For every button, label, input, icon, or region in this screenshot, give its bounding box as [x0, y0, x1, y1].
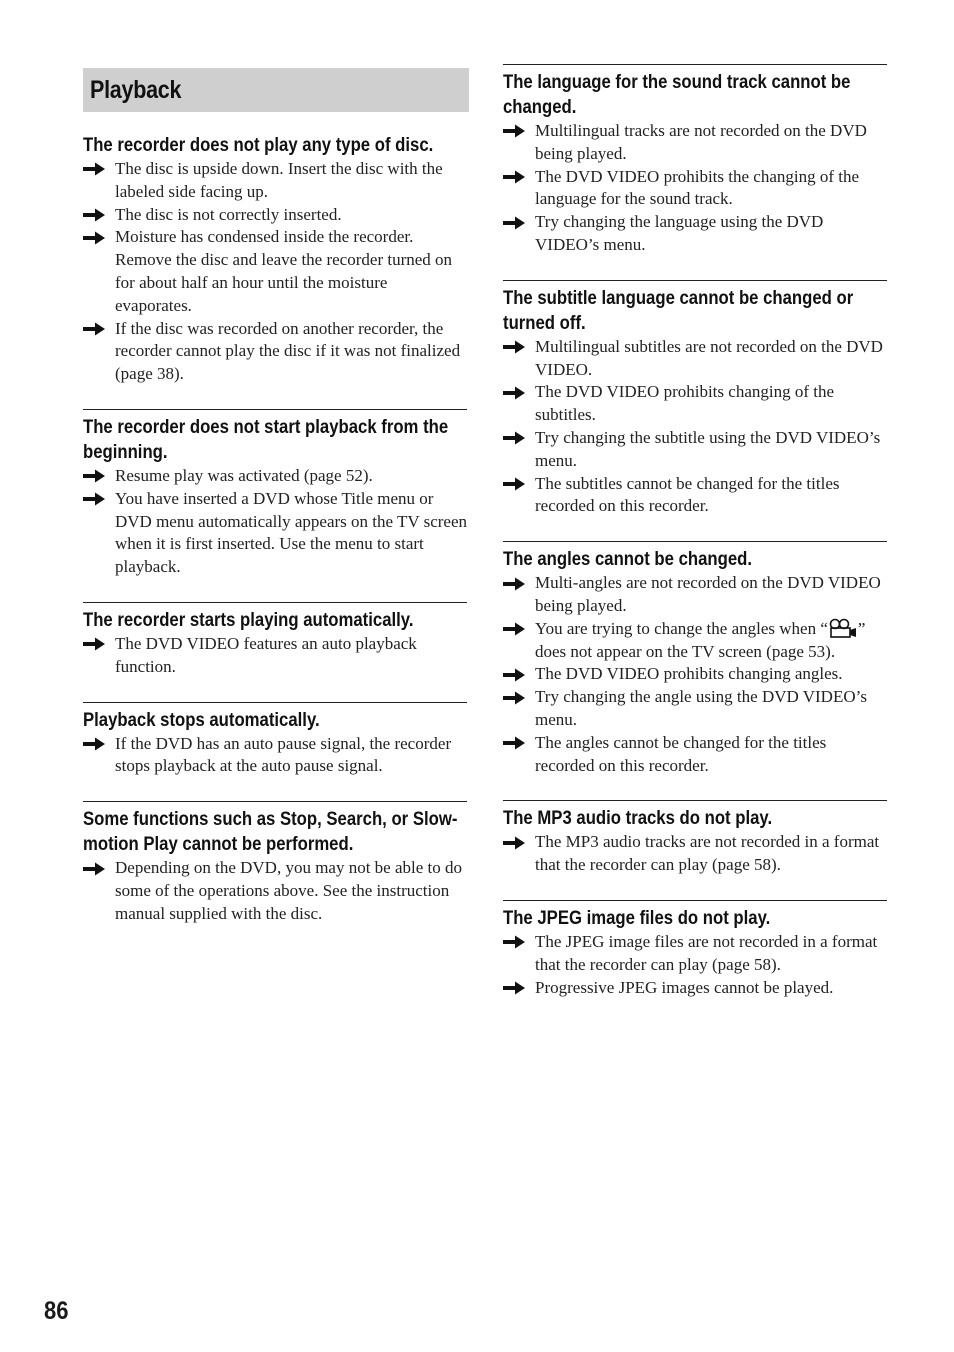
section-gap — [503, 518, 887, 541]
remedy-text-before: You are trying to change the angles when “ — [535, 618, 828, 638]
section-heading: The recorder does not start playback from the beginning. — [83, 416, 449, 463]
remedy-text: Try changing the angle using the DVD VIDEO’s menu. — [535, 687, 867, 729]
remedy-item — [503, 663, 887, 686]
remedy-item — [83, 633, 467, 679]
remedy-text: Multilingual subtitles are not recorded on the DVD VIDEO. — [535, 336, 883, 379]
remedy-text: The JPEG image files are not recorded in a format that the recorder can play (page 58). — [535, 931, 878, 974]
right-column — [503, 64, 887, 999]
arrow-icon — [503, 473, 535, 496]
arrow-icon — [83, 488, 115, 511]
section-gap — [83, 579, 467, 602]
remedy-item — [503, 618, 887, 664]
remedy-item — [503, 572, 887, 618]
section-heading: Playback stops automatically. — [83, 709, 320, 731]
section-heading: The MP3 audio tracks do not play. — [503, 808, 773, 830]
left-column — [83, 64, 467, 926]
remedy-item — [83, 465, 467, 488]
arrow-icon — [503, 618, 535, 641]
arrow-icon — [503, 427, 535, 450]
remedy-text: If the DVD has an auto pause signal, the recorder stops playback at the auto pause signal. — [115, 733, 452, 776]
arrow-icon — [83, 158, 115, 181]
remedy-text: The DVD VIDEO features an auto playback function. — [115, 633, 417, 676]
remedy-text: Resume play was activated (page 52). — [115, 465, 373, 485]
remedy-text: Progressive JPEG images cannot be played. — [535, 977, 834, 997]
troubleshoot-section — [83, 128, 467, 386]
troubleshoot-section — [83, 602, 467, 679]
section-heading: The JPEG image files do not play. — [503, 907, 771, 929]
section-title: Playback — [90, 75, 182, 104]
section-heading: The language for the sound track cannot be changed. — [503, 72, 851, 118]
arrow-icon — [83, 857, 115, 880]
section-gap — [83, 679, 467, 702]
arrow-icon — [503, 831, 535, 854]
remedy-item — [83, 318, 467, 386]
troubleshoot-section — [503, 900, 887, 999]
remedy-text: Multi-angles are not recorded on the DVD VIDEO being played. — [535, 573, 881, 615]
arrow-icon — [503, 686, 535, 709]
arrow-icon — [503, 572, 535, 595]
remedy-item — [83, 158, 467, 204]
troubleshoot-section — [503, 800, 887, 877]
arrow-icon — [83, 318, 115, 341]
remedy-text-after: ” does not appear on the TV screen (page 53). — [535, 618, 866, 661]
camera-angle-icon — [828, 618, 858, 638]
page-number: 86 — [44, 1297, 69, 1325]
remedy-item — [503, 732, 887, 778]
arrow-icon — [503, 732, 535, 755]
remedy-item — [503, 427, 887, 473]
arrow-icon — [83, 733, 115, 756]
troubleshoot-section — [83, 702, 467, 779]
arrow-icon — [503, 663, 535, 686]
section-gap — [503, 257, 887, 280]
section-gap — [83, 386, 467, 409]
remedy-item — [503, 686, 887, 732]
remedy-item — [503, 120, 887, 166]
remedy-item — [83, 226, 467, 317]
arrow-icon — [83, 465, 115, 488]
troubleshoot-section — [83, 409, 467, 579]
arrow-icon — [503, 211, 535, 234]
remedy-item — [83, 733, 467, 779]
remedy-item — [503, 831, 887, 877]
remedy-item — [83, 488, 467, 579]
section-title-bar — [83, 68, 469, 112]
remedy-text: The disc is upside down. Insert the disc with the labeled side facing up. — [115, 159, 443, 201]
remedy-text: Multilingual tracks are not recorded on the DVD being played. — [535, 121, 867, 163]
remedy-text: The DVD VIDEO prohibits changing of the subtitles. — [535, 382, 835, 425]
arrow-icon — [503, 120, 535, 143]
arrow-icon — [503, 336, 535, 359]
remedy-item — [503, 977, 887, 1000]
troubleshoot-section — [503, 64, 887, 257]
section-heading: Some functions such as Stop, Search, or Slow-motion Play cannot be performed. — [83, 809, 458, 856]
arrow-icon — [83, 633, 115, 656]
right-sections — [503, 64, 887, 999]
remedy-text: The angles cannot be changed for the titles recorded on this recorder. — [535, 732, 827, 775]
remedy-text: You have inserted a DVD whose Title menu or DVD menu automatically appears on the TV screen when it is first inserted. Use the menu to start playback. — [115, 488, 468, 577]
remedy-item — [503, 166, 887, 212]
section-heading: The recorder starts playing automatically. — [83, 609, 414, 631]
remedy-item — [503, 211, 887, 257]
remedy-text: The disc is not correctly inserted. — [115, 204, 342, 224]
remedy-text: Try changing the subtitle using the DVD VIDEO’s menu. — [535, 427, 881, 470]
section-heading: The subtitle language cannot be changed or turned off. — [503, 287, 854, 334]
remedy-item — [503, 931, 887, 977]
remedy-text: Moisture has condensed inside the recorder. Remove the disc and leave the recorder turned on for about half an hour until the moisture evaporates. — [115, 227, 453, 315]
troubleshoot-section — [503, 280, 887, 518]
troubleshoot-section — [83, 801, 467, 925]
remedy-item — [503, 381, 887, 427]
troubleshoot-section — [503, 541, 887, 777]
remedy-item — [503, 336, 887, 382]
arrow-icon — [83, 204, 115, 227]
arrow-icon — [503, 977, 535, 1000]
remedy-text: The MP3 audio tracks are not recorded in a format that the recorder can play (page 58). — [535, 832, 880, 875]
remedy-text — [535, 618, 887, 664]
left-sections — [83, 128, 467, 926]
arrow-icon — [503, 381, 535, 404]
arrow-icon — [83, 226, 115, 249]
remedy-item — [83, 857, 467, 925]
section-gap — [503, 877, 887, 900]
section-heading: The recorder does not play any type of disc. — [83, 135, 434, 156]
section-gap — [503, 777, 887, 800]
section-heading: The angles cannot be changed. — [503, 549, 752, 571]
remedy-item — [83, 204, 467, 227]
arrow-icon — [503, 931, 535, 954]
remedy-text: The DVD VIDEO prohibits the changing of the language for the sound track. — [535, 166, 860, 209]
remedy-text: Depending on the DVD, you may not be able to do some of the operations above. See the instruction manual supplied with the disc. — [115, 858, 463, 923]
section-gap — [83, 778, 467, 801]
remedy-text: If the disc was recorded on another recorder, the recorder cannot play the disc if it was not finalized (page 38). — [115, 318, 461, 384]
arrow-icon — [503, 166, 535, 189]
remedy-text: The subtitles cannot be changed for the titles recorded on this recorder. — [535, 473, 840, 516]
remedy-text: Try changing the language using the DVD VIDEO’s menu. — [535, 212, 824, 254]
remedy-text: The DVD VIDEO prohibits changing angles. — [535, 664, 843, 684]
remedy-item — [503, 473, 887, 519]
